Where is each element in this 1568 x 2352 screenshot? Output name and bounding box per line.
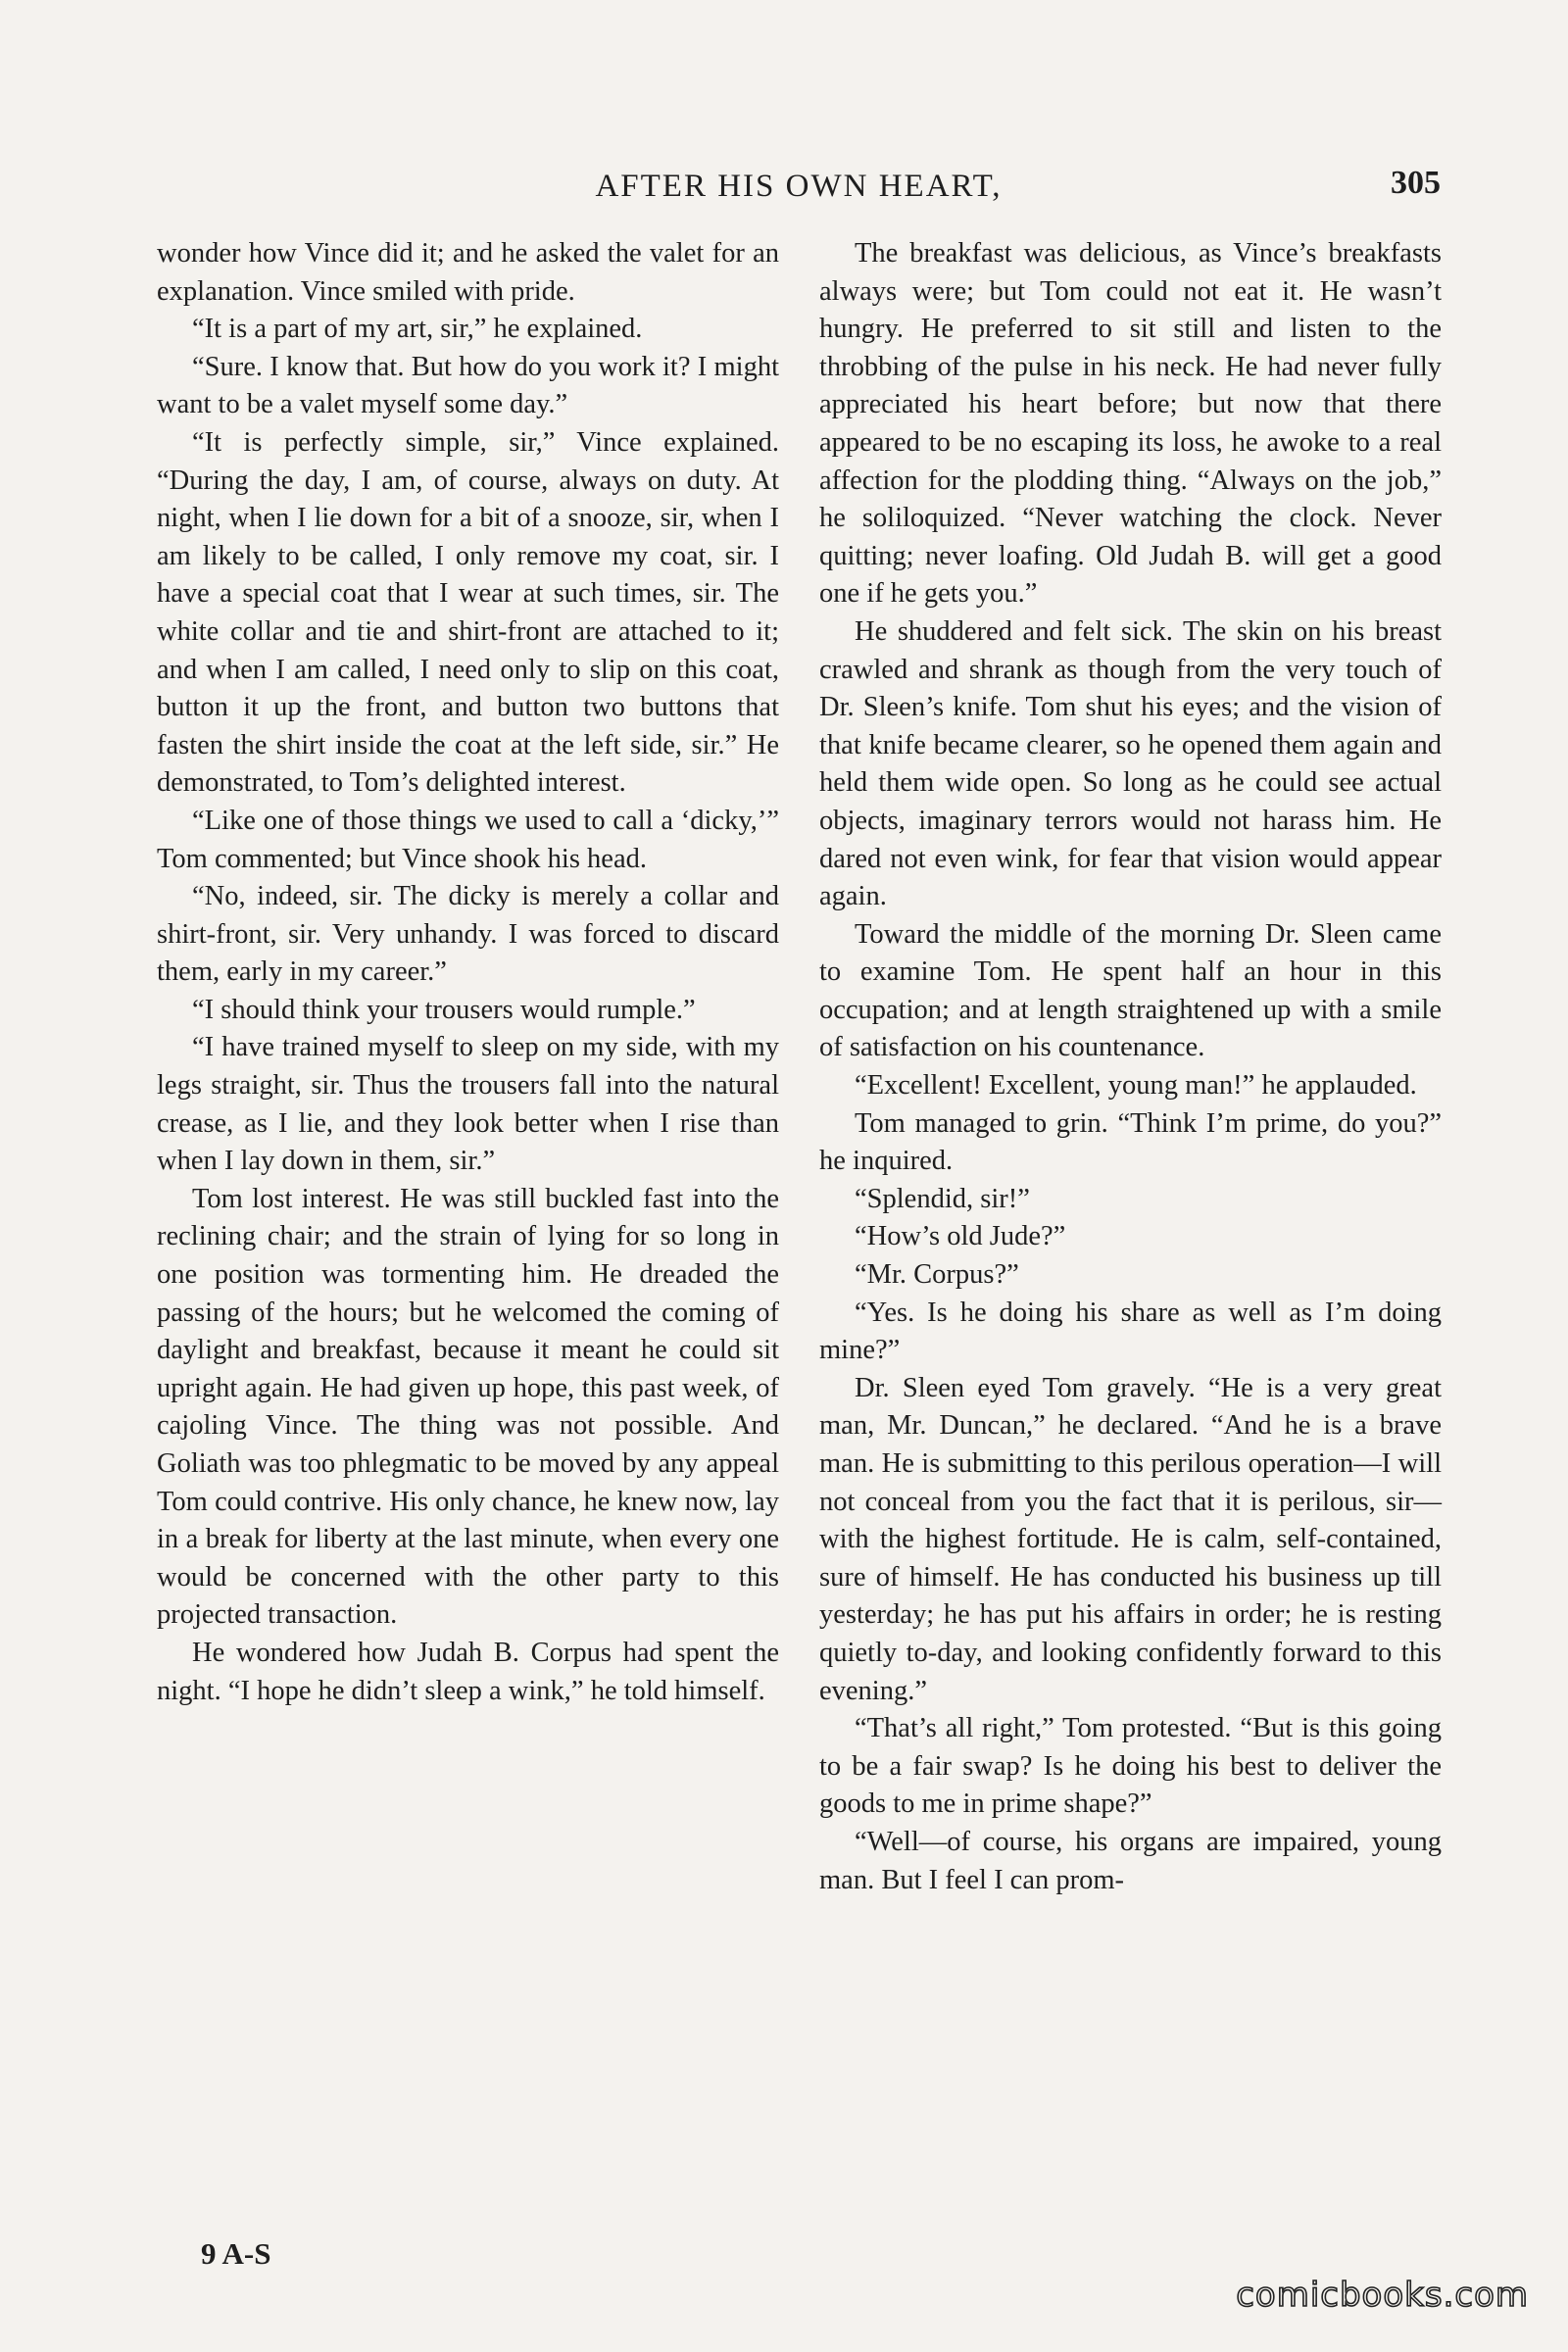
paragraph: “It is perfectly simple, sir,” Vince explained. “During the day, I am, of course, always on duty. At night, when I lie down for a bit of a snooze, sir, when I am likely to be called, I only remove my coat, sir. I have a special coat that I wear at such times, sir. The white collar and tie and shirt-front are attached to it; and when I am called, I need only to slip on this coat, button it up the front, and button two buttons that fasten the shirt inside the coat at the left side, sir.” He demonstrated, to Tom’s delighted interest. [157, 426, 779, 799]
paragraph: “Yes. Is he doing his share as well as I’m doing mine?” [819, 1297, 1442, 1366]
paragraph: “I should think your trousers would rumple.” [192, 994, 696, 1025]
paragraph: “Sure. I know that. But how do you work it? I might want to be a valet myself some day.” [157, 351, 779, 420]
paragraph: “That’s all right,” Tom protested. “But is this going to be a fair swap? Is he doing his best to deliver the goods to me in prime shape?” [819, 1713, 1442, 1820]
paragraph: “Like one of those things we used to call a ‘dicky,’” Tom commented; but Vince shook his head. [157, 805, 779, 874]
paragraph: He wondered how Judah B. Corpus had spent the night. “I hope he didn’t sleep a wink,” he told himself. [157, 1637, 779, 1706]
paragraph: Tom managed to grin. “Think I’m prime, do you?” he inquired. [819, 1107, 1442, 1177]
paragraph: “Mr. Corpus?” [855, 1259, 1019, 1291]
paragraph: Toward the middle of the morning Dr. Sleen came to examine Tom. He spent half an hour in this occupation; and at length straightened up with a smile of satisfaction on his countenance. [819, 918, 1442, 1063]
paragraph: “It is a part of my art, sir,” he explained. [192, 314, 643, 345]
paragraph: “Excellent! Excellent, young man!” he applauded. [855, 1070, 1417, 1102]
right-column [819, 235, 1442, 1899]
signature-mark: 9 A-S [201, 2236, 271, 2271]
running-header [157, 165, 1441, 214]
paragraph: “I have trained myself to sleep on my side, with my legs straight, sir. Thus the trousers fall into the natural crease, as I lie, and they look better when I rise than when I lay down in them, sir.” [157, 1032, 779, 1177]
paragraph: wonder how Vince did it; and he asked the valet for an explanation. Vince smiled with pride. [157, 238, 779, 307]
paragraph: Tom lost interest. He was still buckled fast into the reclining chair; and the strain of lying for so long in one position was tormenting him. He dreaded the passing of the hours; but he welcomed the coming of daylight and breakfast, because it meant he could sit upright again. He had given up hope, this past week, of cajoling Vince. The thing was not possible. And Goliath was too phlegmatic to be moved by any appeal Tom could contrive. His only chance, he knew now, lay in a break for liberty at the last minute, when every one would be concerned with the other party to this projected transaction. [157, 1183, 779, 1631]
paragraph: Dr. Sleen eyed Tom gravely. “He is a very great man, Mr. Duncan,” he declared. “And he is a brave man. He is submitting to this perilous operation—I will not conceal from you the fact that it is perilous, sir—with the highest fortitude. He is calm, self-contained, sure of himself. He has conducted his business up till yesterday; he has put his affairs in order; he is resting quietly to-day, and looking confidently forward to this evening.” [819, 1372, 1442, 1706]
paragraph: “How’s old Jude?” [855, 1221, 1066, 1252]
paragraph: “Well—of course, his organs are impaired, young man. But I feel I can prom- [819, 1826, 1442, 1895]
paragraph: “Splendid, sir!” [855, 1183, 1030, 1214]
page-number: 305 [1391, 165, 1441, 201]
left-column [157, 235, 779, 1710]
watermark-logo: comicbooks.com [1236, 2276, 1529, 2315]
running-title: AFTER HIS OWN HEART, [595, 169, 1003, 204]
paragraph: The breakfast was delicious, as Vince’s breakfasts always were; but Tom could not eat it. He wasn’t hungry. He preferred to sit still and listen to the throbbing of the pulse in his neck. He had never fully appreciated his heart before; but now that there appeared to be no escaping its loss, he awoke to a real affection for the plodding thing. “Always on the job,” he soliloquized. “Never watching the clock. Never quitting; never loafing. Old Judah B. will get a good one if he gets you.” [819, 238, 1442, 610]
paragraph: “No, indeed, sir. The dicky is merely a collar and shirt-front, sir. Very unhandy. I was forced to discard them, early in my career.” [157, 881, 779, 988]
paragraph: He shuddered and felt sick. The skin on his breast crawled and shrank as though from the very touch of Dr. Sleen’s knife. Tom shut his eyes; and the vision of that knife became clearer, so he opened them again and held them wide open. So long as he could see actual objects, imaginary terrors would not harass him. He dared not even wink, for fear that vision would appear again. [819, 615, 1442, 912]
